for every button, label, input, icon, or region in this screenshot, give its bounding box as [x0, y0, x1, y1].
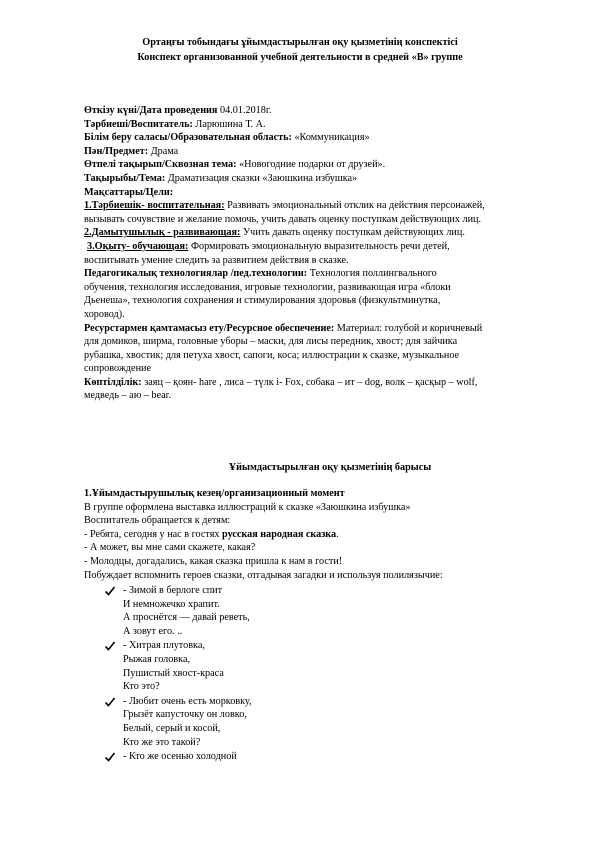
paragraph: - А может, вы мне сами скажете, какая?	[84, 542, 256, 554]
riddle-line: Белый, серый и косой,	[123, 722, 221, 734]
riddle-item: - Любит очень есть морковку,	[104, 695, 404, 709]
riddle-line: Кто это?	[123, 681, 160, 693]
riddle-item: - Кто же осенью холодной	[104, 750, 404, 764]
course-text	[84, 487, 524, 582]
subject-line: Пән/Предмет: Драма	[84, 145, 179, 157]
stage-1-heading: 1.Ұйымдастырушылық кезең/организационный момент	[84, 488, 345, 499]
goals-heading: Мақсаттары/Цели:	[84, 186, 174, 198]
area-line: Білім беру саласы/Образовательная область: «Коммуникация»	[84, 132, 370, 144]
goal-1-cont: вызывать сочувствие и желание помочь, учить давать оценку поступкам действующих лиц.	[84, 213, 482, 225]
resources-cont-1: для домиков, ширма, головные уборы – маски, для лисы передник, хвост; для зайчика	[84, 336, 458, 348]
title-kz: Ортаңғы тобындағы ұйымдастырылған оқу қызметінің конспектісі	[142, 37, 458, 48]
cross-topic-line: Өтпелі тақырып/Сквозная тема: «Новогодние подарки от друзей».	[84, 159, 386, 171]
goal-3: 3.Оқыту- обучающая: Формировать эмоциональную выразительность речи детей,	[87, 240, 450, 252]
riddle-line: И немножечко храпит.	[123, 598, 220, 610]
checkmark-icon	[104, 640, 116, 652]
riddle-line: Грызёт капусточку он ловко,	[123, 709, 247, 721]
riddle-item: - Хитрая плутовка,	[104, 639, 404, 653]
paragraph: - Ребята, сегодня у нас в гостях русская народная сказка.	[84, 528, 339, 540]
vocabulary-line: Көптілділік: заяц – қоян- hare , лиса – түлк і- Fox, собака – ит – dog, волк – қасқыр – wolf,	[84, 376, 478, 388]
tech-cont-1: обучения, технология исследования, игровые технологии, развивающая игра «блоки	[84, 281, 451, 293]
resources-cont-3: сопровождение	[84, 363, 152, 375]
riddle-line: А проснётся — давай реветь,	[123, 612, 250, 624]
checkmark-icon	[104, 696, 116, 708]
checkmark-icon	[104, 585, 116, 597]
tech-cont-2: Дьенеша», технология сохранения и стимулирования здоровья (физкультминутка,	[84, 295, 441, 307]
tech-line: Педагогикалық технологиялар /пед.технологии: Технология поллингвального	[84, 268, 437, 280]
goal-2: 2.Дамытушылық - развивающая: Учить давать оценку поступкам действующих лиц.	[84, 227, 465, 239]
teacher-line: Тәрбиеші/Воспитатель: Ларюшина Т. А.	[84, 118, 266, 130]
riddle-line: Пушистый хвост-краса	[123, 667, 224, 679]
riddle-line: Рыжая головка,	[123, 653, 191, 665]
resources-line: Ресурстармен қамтамасыз ету/Ресурсное обеспечение: Материал: голубой и коричневый	[84, 322, 483, 334]
paragraph: - Молодцы, догадались, какая сказка пришла к нам в гости!	[84, 555, 343, 567]
paragraph: Воспитатель обращается к детям:	[84, 515, 231, 527]
goal-3-cont: воспитывать умение следить за развитием действия в сказке.	[84, 254, 349, 266]
lesson-info	[84, 104, 524, 403]
date-line: Өткізу күні/Дата проведения 04.01.2018г.	[84, 105, 272, 116]
title-ru: Конспект организованной учебной деятельности в средней «В» группе	[137, 52, 463, 63]
course-heading: Ұйымдастырылған оқу қызметінің барысы	[228, 462, 432, 473]
paragraph: В группе оформлена выставка иллюстраций к сказке «Заюшкина избушка»	[84, 501, 411, 513]
goal-1: 1.Тәрбиешік- воспитательная: Развивать эмоциональный отклик на действия персонажей,	[84, 200, 485, 212]
riddle-line: Кто же это такой?	[123, 736, 201, 748]
riddle-line: А зовут его. ..	[123, 625, 183, 637]
riddles-list	[104, 584, 404, 764]
checkmark-icon	[104, 751, 116, 763]
paragraph: Побуждает вспомнить героев сказки, отгадывая загадки и используя полилязычие:	[84, 569, 443, 581]
resources-cont-2: рубашка, хвостик; для петуха хвост, сапоги, коса; иллюстрации к сказке, музыкальное	[84, 349, 460, 361]
topic-line: Тақырыбы/Тема: Драматизация сказки «Заюшкина избушка»	[84, 172, 358, 184]
riddle-item: - Зимой в берлоге спит	[104, 584, 404, 598]
vocabulary-cont: медведь – аю – bear.	[84, 390, 172, 402]
tech-cont-3: хоровод).	[84, 308, 125, 320]
